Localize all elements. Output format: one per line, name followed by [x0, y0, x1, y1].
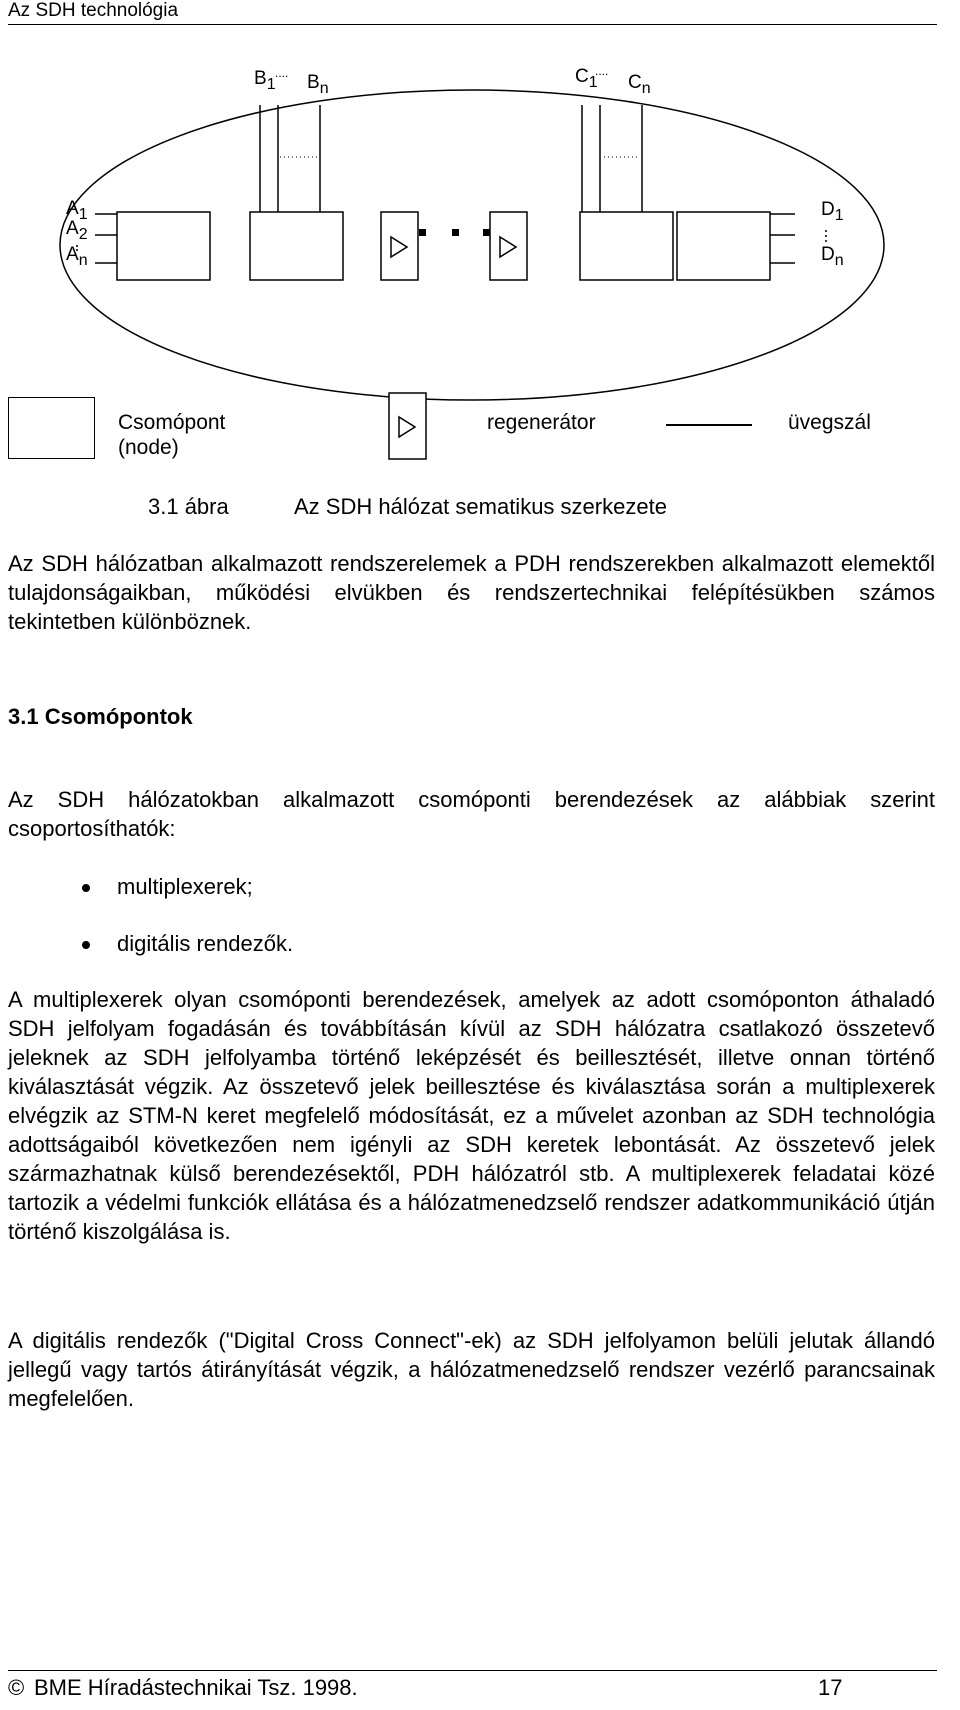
label-a2: $A_2$: [66, 218, 88, 243]
figure-title: Az SDH hálózat sematikus szerkezete: [294, 494, 667, 519]
ring-dot-3: [483, 229, 490, 236]
copyright-icon: ©: [8, 1675, 25, 1700]
intro-paragraph: Az SDH hálózatban alkalmazott rendszerelemek a PDH rendszerekben alkalmazott elemektől tulajdonságaikban, működési elvükben és rendszertechnikai felépítésükben számos tekintetben különböznek.: [8, 551, 935, 634]
label-bn: $B_n$: [307, 72, 329, 97]
header-rule: [8, 24, 937, 25]
legend-regenerator-label: regenerátor: [487, 411, 596, 434]
footer-rule: [8, 1670, 937, 1671]
page-number: 17: [818, 1675, 843, 1700]
legend-regenerator-icon: [388, 392, 428, 462]
node-box-4: [677, 212, 770, 280]
bullet-item: digitális rendezők.: [117, 931, 294, 956]
label-d1: $D_1$: [821, 199, 844, 224]
footer-org: BME Híradástechnikai Tsz. 1998.: [34, 1675, 358, 1700]
ring-dot-1: [419, 229, 426, 236]
bullet-dot: [82, 941, 90, 949]
label-cn: $C_n$: [628, 72, 651, 97]
label-c1: $C_1$: [575, 66, 598, 91]
bullet-item: multiplexerek;: [117, 874, 253, 899]
legend-fiber-label: üvegszál: [788, 411, 871, 434]
label-a1: $A_1$: [66, 198, 88, 223]
legend-node-sublabel: (node): [118, 436, 179, 459]
legend-fiber-line: [666, 424, 752, 426]
figure-number: 3.1 ábra: [148, 494, 229, 519]
section-heading: 3.1 Csomópontok: [8, 704, 193, 729]
multiplexer-paragraph: A multiplexerek olyan csomóponti berendezések, amelyek az adott csomóponton áthaladó SDH jelfolyam fogadásán és továbbításán kívül az SDH hálózatra csatlakozó összetevő jeleknek az SDH jelfolyamba történő leképzését és beillesztését, illetve onnan történő kiválasztását végzik. Az összetevő jelek beillesztése és kiválasztása során a multiplexerek elvégzik az STM-N keret megfelelő módosítását, ez a művelet azonban az SDH technológia adottságaiból következően nem igényli az SDH keretek lebontását. Az összetevő jelek származhatnak külső berendezésektől, PDH hálózatról stb. A multiplexerek feladatai közé tartozik a védelmi funkciók ellátása és a hálózatmenedzselő rendszer adatkommunikáció útján történő kiszolgálása is.: [8, 987, 935, 1244]
section-intro-paragraph: Az SDH hálózatokban alkalmazott csomóponti berendezések az alábbiak szerint csoportosíthatók:: [8, 787, 935, 841]
node-box-3: [580, 212, 673, 280]
legend-node-label: Csomópont: [118, 411, 226, 434]
ring-dot-2: [452, 229, 459, 236]
label-b1: $B_1$: [254, 68, 276, 93]
bullet-dot: [82, 884, 90, 892]
running-header: Az SDH technológia: [8, 0, 179, 21]
cross-connect-paragraph: A digitális rendezők ("Digital Cross Connect"-ek) az SDH jelfolyamon belüli jelutak állandó jellegű vagy tartós átirányítását végzik, a hálózatmenedzselő rendszer vezérlő parancsainak megfelelően.: [8, 1328, 935, 1411]
label-an: $A_n$: [66, 244, 88, 269]
label-c-dots: ....: [595, 64, 609, 78]
node-box-1: [117, 212, 210, 280]
label-b-dots: ....: [275, 66, 289, 80]
node-box-2: [250, 212, 343, 280]
legend-node-box: [8, 397, 95, 459]
label-dn: $D_n$: [821, 244, 844, 269]
